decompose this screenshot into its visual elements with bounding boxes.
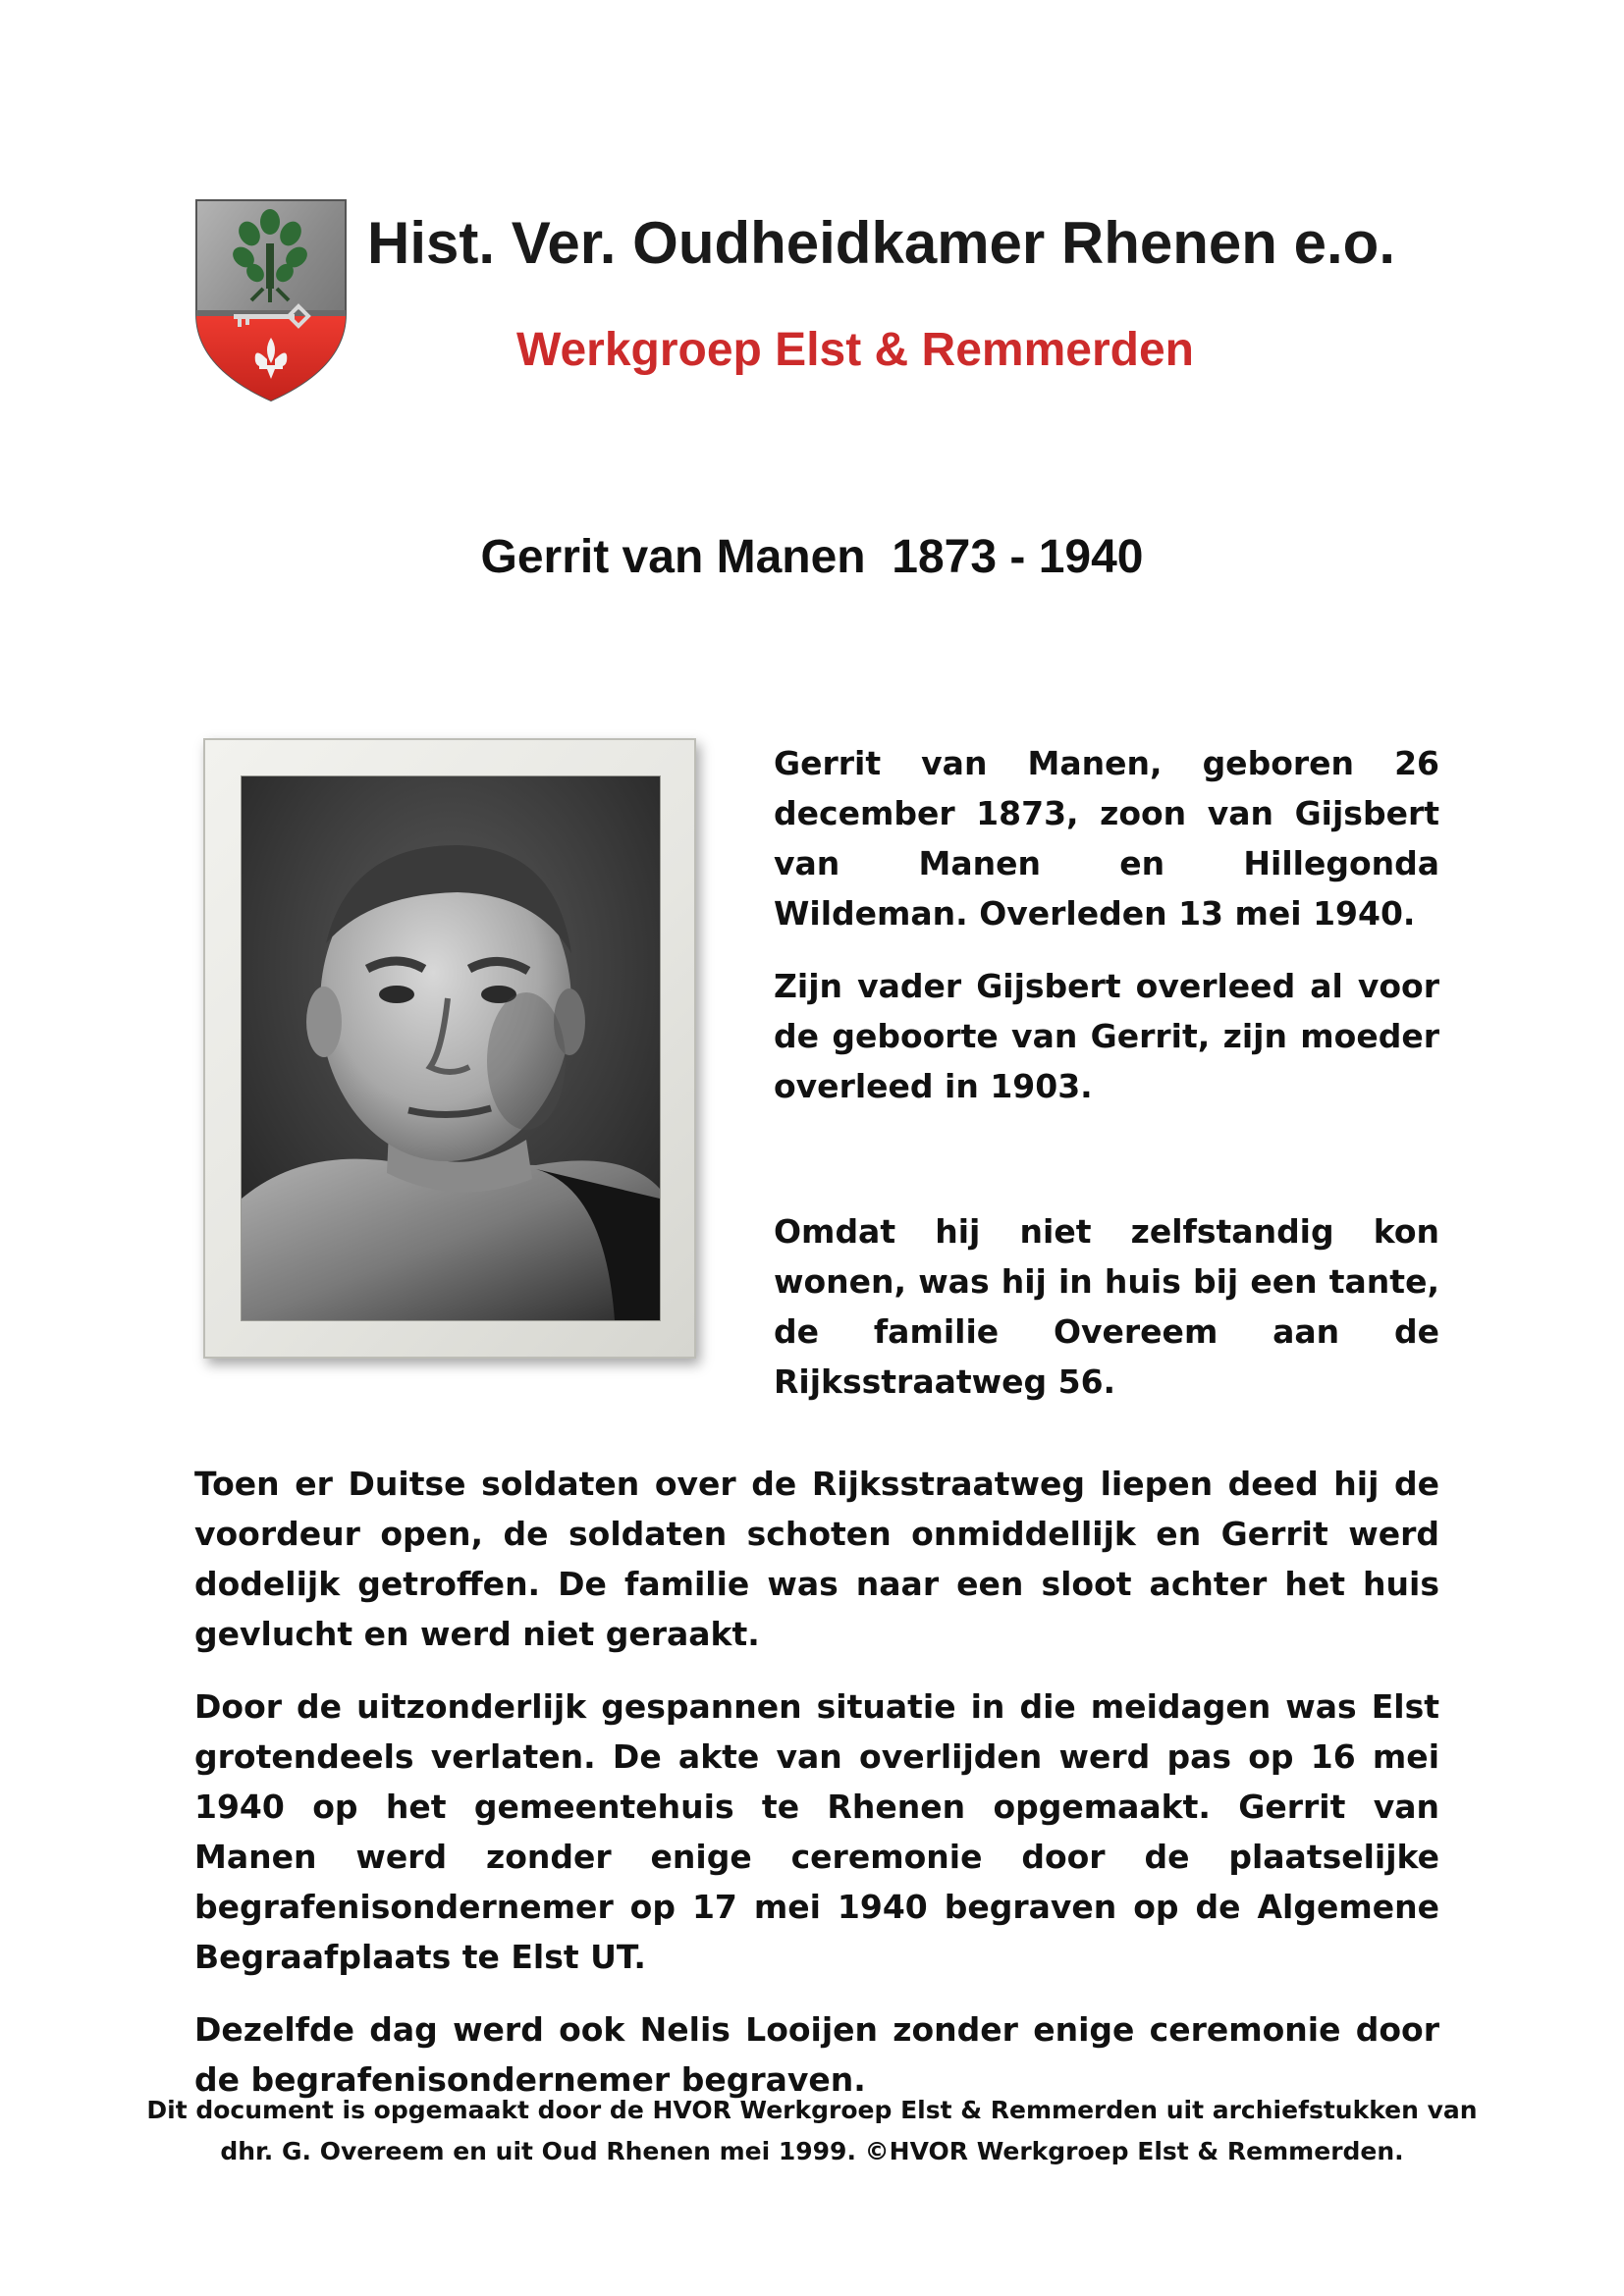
coat-of-arms-icon: [194, 198, 348, 402]
footer-line-1: Dit document is opgemaakt door de HVOR Werkgroep Elst & Remmerden uit archiefstukken van: [146, 2096, 1478, 2124]
story-same-day-paragraph: Dezelfde dag werd ook Nelis Looijen zonder enige ceremonie door de begrafenisondernemer begraven.: [194, 2010, 1439, 2099]
workgroup-name: Werkgroep Elst & Remmerden: [516, 324, 1194, 376]
bio-birth-paragraph: Gerrit van Manen, geboren 26 december 1873, zoon van Gijsbert van Manen en Hillegonda Wildeman. Overleden 13 mei 1940.: [774, 744, 1439, 933]
story-burial-paragraph: Door de uitzonderlijk gespannen situatie in die meidagen was Elst grotendeels verlaten. De akte van overlijden werd pas op 16 mei 1940 op het gemeentehuis te Rhenen opgemaakt. Gerrit van Manen werd zonder enige ceremonie door de plaatselijke begrafenisondernemer op 17 mei 1940 begraven op de Algemene Begraafplaats te Elst UT.: [194, 1687, 1439, 1976]
biography-intro: [774, 738, 1439, 1407]
document-footer: [0, 2090, 1624, 2172]
document-header: [194, 198, 1451, 404]
organization-name: Hist. Ver. Oudheidkamer Rhenen e.o.: [367, 210, 1395, 276]
portrait-frame: [203, 738, 696, 1359]
story-body: [194, 1459, 1439, 2105]
story-shooting-paragraph: Toen er Duitse soldaten over de Rijksstraatweg liepen deed hij de voordeur open, de soldaten schoten onmiddellijk en Gerrit werd dodelijk getroffen. De familie was naar een sloot achter het huis gevlucht en werd niet geraakt.: [194, 1465, 1439, 1653]
bio-residence-paragraph: Omdat hij niet zelfstandig kon wonen, was hij in huis bij een tante, de familie Overeem aan de Rijksstraatweg 56.: [774, 1212, 1439, 1401]
bio-parents-paragraph: Zijn vader Gijsbert overleed al voor de geboorte van Gerrit, zijn moeder overleed in 1903.: [774, 967, 1439, 1105]
portrait-photo-icon: [241, 775, 661, 1321]
footer-line-2: dhr. G. Overeem en uit Oud Rhenen mei 1999. ©HVOR Werkgroep Elst & Remmerden.: [220, 2137, 1404, 2165]
page-title: Gerrit van Manen 1873 - 1940: [480, 531, 1144, 583]
